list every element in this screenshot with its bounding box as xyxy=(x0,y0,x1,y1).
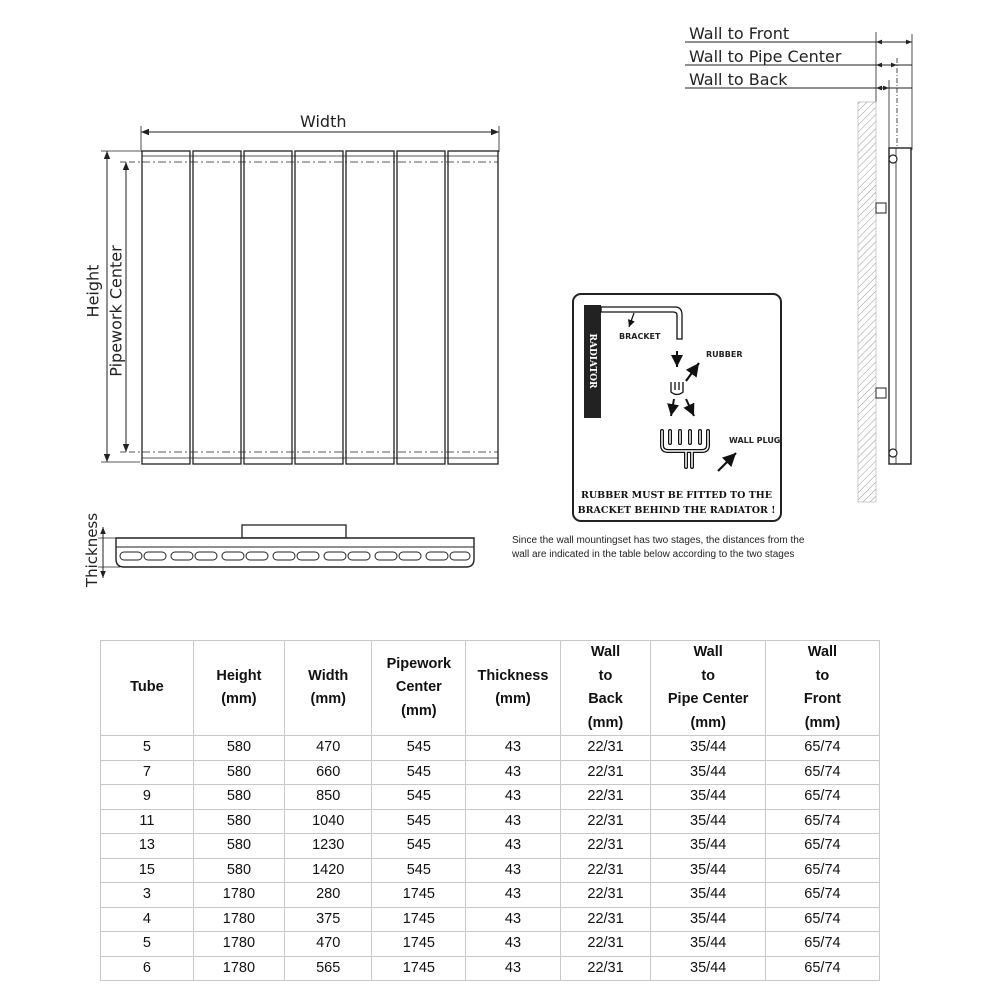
table-cell: 5 xyxy=(101,736,194,761)
table-cell: 545 xyxy=(372,760,466,785)
column-header-line: Center xyxy=(395,679,442,696)
table-cell: 1780 xyxy=(193,907,284,932)
column-header-line: (mm) xyxy=(804,714,841,731)
top-view-diagram xyxy=(80,505,520,595)
table-row xyxy=(101,883,880,908)
note-line-2: wall are indicated in the table below according to the two stages xyxy=(512,549,795,560)
column-header-line: Front xyxy=(803,691,841,707)
table-cell: 43 xyxy=(466,736,560,761)
table-cell: 1040 xyxy=(285,809,372,834)
table-cell: 1420 xyxy=(285,858,372,883)
column-header-line: (mm) xyxy=(495,691,531,707)
table-cell: 43 xyxy=(466,834,560,859)
table-cell: 5 xyxy=(101,932,194,957)
table-cell: 1780 xyxy=(193,956,284,981)
rubber-warning xyxy=(574,488,779,518)
table-cell: 22/31 xyxy=(560,785,651,810)
height-label: Height xyxy=(83,264,103,318)
table-cell: 15 xyxy=(101,858,194,883)
note-line-1: Since the wall mountingset has two stages, the distances from the xyxy=(512,535,805,546)
table-cell: 35/44 xyxy=(651,736,765,761)
table-cell: 1745 xyxy=(372,907,466,932)
column-header-line: to xyxy=(701,667,716,684)
column-header-line: Pipe Center xyxy=(667,691,749,707)
front-view-diagram xyxy=(80,100,520,480)
table-cell: 580 xyxy=(193,858,284,883)
column-header xyxy=(285,641,372,736)
table-cell: 22/31 xyxy=(560,858,651,883)
table-cell: 35/44 xyxy=(651,932,765,957)
table-cell: 22/31 xyxy=(560,834,651,859)
column-header-line: (mm) xyxy=(587,714,624,731)
column-header-line: (mm) xyxy=(310,691,346,707)
wall-to-back-label: Wall to Back xyxy=(689,70,788,89)
table-cell: 580 xyxy=(193,809,284,834)
table-cell: 65/74 xyxy=(765,956,879,981)
table-cell: 35/44 xyxy=(651,809,765,834)
wall xyxy=(858,102,876,502)
mounting-instruction-box xyxy=(572,293,782,522)
column-header-line: to xyxy=(598,667,613,684)
table-cell: 1745 xyxy=(372,932,466,957)
table-cell: 65/74 xyxy=(765,760,879,785)
mounting-drawing xyxy=(574,295,780,485)
table-cell: 35/44 xyxy=(651,907,765,932)
table-cell: 580 xyxy=(193,834,284,859)
table-cell: 565 xyxy=(285,956,372,981)
column-header-line: (mm) xyxy=(690,714,726,731)
table-cell: 43 xyxy=(466,932,560,957)
radiator-tubes xyxy=(142,151,498,464)
table-cell: 43 xyxy=(466,760,560,785)
column-header xyxy=(560,641,651,736)
table-cell: 22/31 xyxy=(560,809,651,834)
table-cell: 1745 xyxy=(372,883,466,908)
wall-to-pipe-center-label: Wall to Pipe Center xyxy=(689,47,842,66)
table-cell: 35/44 xyxy=(651,834,765,859)
column-header-line: Height xyxy=(216,667,262,684)
table-row xyxy=(101,858,880,883)
dimension-table xyxy=(100,640,880,981)
table-cell: 35/44 xyxy=(651,785,765,810)
table-cell: 850 xyxy=(285,785,372,810)
table-cell: 7 xyxy=(101,760,194,785)
table-cell: 580 xyxy=(193,736,284,761)
table-cell: 65/74 xyxy=(765,736,879,761)
table-cell: 6 xyxy=(101,956,194,981)
column-header-line: to xyxy=(815,667,830,684)
column-header-line: Wall xyxy=(693,644,723,660)
table-cell: 22/31 xyxy=(560,932,651,957)
table-cell: 11 xyxy=(101,809,194,834)
table-cell: 580 xyxy=(193,760,284,785)
table-cell: 470 xyxy=(285,736,372,761)
table-cell: 65/74 xyxy=(765,858,879,883)
table-cell: 1745 xyxy=(372,956,466,981)
table-cell: 65/74 xyxy=(765,785,879,810)
table-cell: 1780 xyxy=(193,932,284,957)
table-cell: 43 xyxy=(466,809,560,834)
column-header-line: Pipework xyxy=(386,655,452,672)
table-cell: 4 xyxy=(101,907,194,932)
table-cell: 545 xyxy=(372,858,466,883)
column-header xyxy=(193,641,284,736)
table-cell: 13 xyxy=(101,834,194,859)
table-cell: 22/31 xyxy=(560,956,651,981)
wall-plug-label: WALL PLUG xyxy=(729,436,781,445)
column-header-line: Width xyxy=(308,667,349,684)
table-cell: 9 xyxy=(101,785,194,810)
table-row xyxy=(101,760,880,785)
bracket-label: BRACKET xyxy=(619,332,661,341)
table-cell: 580 xyxy=(193,785,284,810)
thickness-label: Thickness xyxy=(83,512,101,588)
column-header-line: Back xyxy=(588,691,623,707)
table-cell: 35/44 xyxy=(651,883,765,908)
table-cell: 1230 xyxy=(285,834,372,859)
column-header xyxy=(651,641,765,736)
table-cell: 545 xyxy=(372,785,466,810)
table-row xyxy=(101,932,880,957)
table-cell: 43 xyxy=(466,785,560,810)
column-header xyxy=(765,641,879,736)
warning-line-1: RUBBER MUST BE FITTED TO THE xyxy=(580,490,772,501)
table-cell: 22/31 xyxy=(560,907,651,932)
table-row xyxy=(101,736,880,761)
column-header xyxy=(466,641,560,736)
table-cell: 280 xyxy=(285,883,372,908)
table-cell: 1780 xyxy=(193,883,284,908)
table-cell: 65/74 xyxy=(765,809,879,834)
table-row xyxy=(101,785,880,810)
column-header-line: Wall xyxy=(590,644,621,660)
column-header-line: (mm) xyxy=(221,691,257,707)
table-header-row xyxy=(101,641,880,736)
pipework-center-label: Pipework Center xyxy=(106,245,126,377)
warning-line-2: BRACKET BEHIND THE RADIATOR ! xyxy=(577,505,776,516)
table-cell: 35/44 xyxy=(651,858,765,883)
table-cell: 660 xyxy=(285,760,372,785)
table-cell: 35/44 xyxy=(651,760,765,785)
table-cell: 43 xyxy=(466,956,560,981)
table-cell: 43 xyxy=(466,858,560,883)
table-body xyxy=(101,736,880,981)
column-header xyxy=(101,641,194,736)
table-cell: 65/74 xyxy=(765,834,879,859)
table-cell: 22/31 xyxy=(560,736,651,761)
wall-to-front-label: Wall to Front xyxy=(689,24,790,43)
table-cell: 3 xyxy=(101,883,194,908)
table-cell: 65/74 xyxy=(765,883,879,908)
table-row xyxy=(101,956,880,981)
table-cell: 43 xyxy=(466,883,560,908)
table-row xyxy=(101,809,880,834)
table-cell: 22/31 xyxy=(560,883,651,908)
table-cell: 470 xyxy=(285,932,372,957)
table-cell: 375 xyxy=(285,907,372,932)
table-cell: 545 xyxy=(372,736,466,761)
radiator-label: RADIATOR xyxy=(587,333,597,389)
table-row xyxy=(101,834,880,859)
table-cell: 43 xyxy=(466,907,560,932)
table-cell: 545 xyxy=(372,809,466,834)
column-header xyxy=(372,641,466,736)
wall-mounting-note xyxy=(512,534,842,562)
column-header-line: (mm) xyxy=(401,702,437,719)
table-cell: 35/44 xyxy=(651,956,765,981)
column-header-line: Thickness xyxy=(477,667,549,684)
table-cell: 22/31 xyxy=(560,760,651,785)
table-row xyxy=(101,907,880,932)
column-header-line: Wall xyxy=(807,644,838,660)
column-header-line: Tube xyxy=(130,679,164,696)
width-label: Width xyxy=(300,112,347,131)
table-cell: 545 xyxy=(372,834,466,859)
table-cell: 65/74 xyxy=(765,907,879,932)
table-cell: 65/74 xyxy=(765,932,879,957)
rubber-label: RUBBER xyxy=(706,350,743,359)
